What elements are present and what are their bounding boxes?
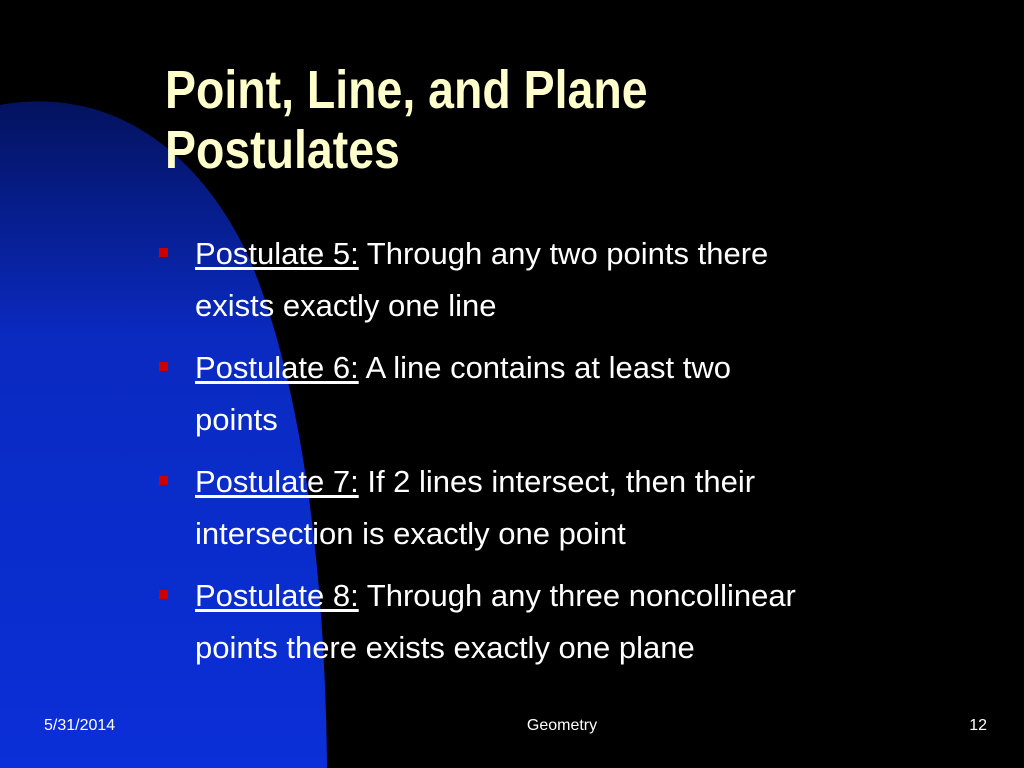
slide-number: 12 xyxy=(969,717,987,734)
bullet-line-2: points there exists exactly one plane xyxy=(195,630,695,665)
bullet-line-2: intersection is exactly one point xyxy=(195,516,626,551)
slide-title-line-1: Point, Line, and Plane xyxy=(165,60,648,120)
bullet-line-1 xyxy=(195,570,995,622)
bullet-line-1 xyxy=(195,456,995,508)
bullet-label: Postulate 5: xyxy=(195,236,359,271)
bullet-item-postulate-8 xyxy=(155,570,995,674)
bullet-list xyxy=(155,228,995,684)
bullet-text: Through any two points there xyxy=(358,236,769,271)
bullet-text: Through any three noncollinear xyxy=(358,578,796,613)
bullet-label: Postulate 8: xyxy=(195,578,359,613)
bullet-text: A line contains at least two xyxy=(358,350,731,385)
square-bullet-icon xyxy=(159,248,168,257)
square-bullet-icon xyxy=(159,476,168,485)
bullet-line-2: exists exactly one line xyxy=(195,288,497,323)
bullet-line-1 xyxy=(195,228,995,280)
bullet-text: If 2 lines intersect, then their xyxy=(358,464,756,499)
bullet-line-1 xyxy=(195,342,995,394)
bullet-line-2: points xyxy=(195,402,278,437)
footer-date: 5/31/2014 xyxy=(44,717,116,734)
slide-title xyxy=(165,60,870,180)
slide-title-line-2: Postulates xyxy=(165,120,400,180)
bullet-item-postulate-5 xyxy=(155,228,995,332)
square-bullet-icon xyxy=(159,362,168,371)
bullet-label: Postulate 6: xyxy=(195,350,359,385)
bullet-label: Postulate 7: xyxy=(195,464,359,499)
bullet-item-postulate-7 xyxy=(155,456,995,560)
footer-title: Geometry xyxy=(526,717,598,734)
bullet-item-postulate-6 xyxy=(155,342,995,446)
square-bullet-icon xyxy=(159,590,168,599)
